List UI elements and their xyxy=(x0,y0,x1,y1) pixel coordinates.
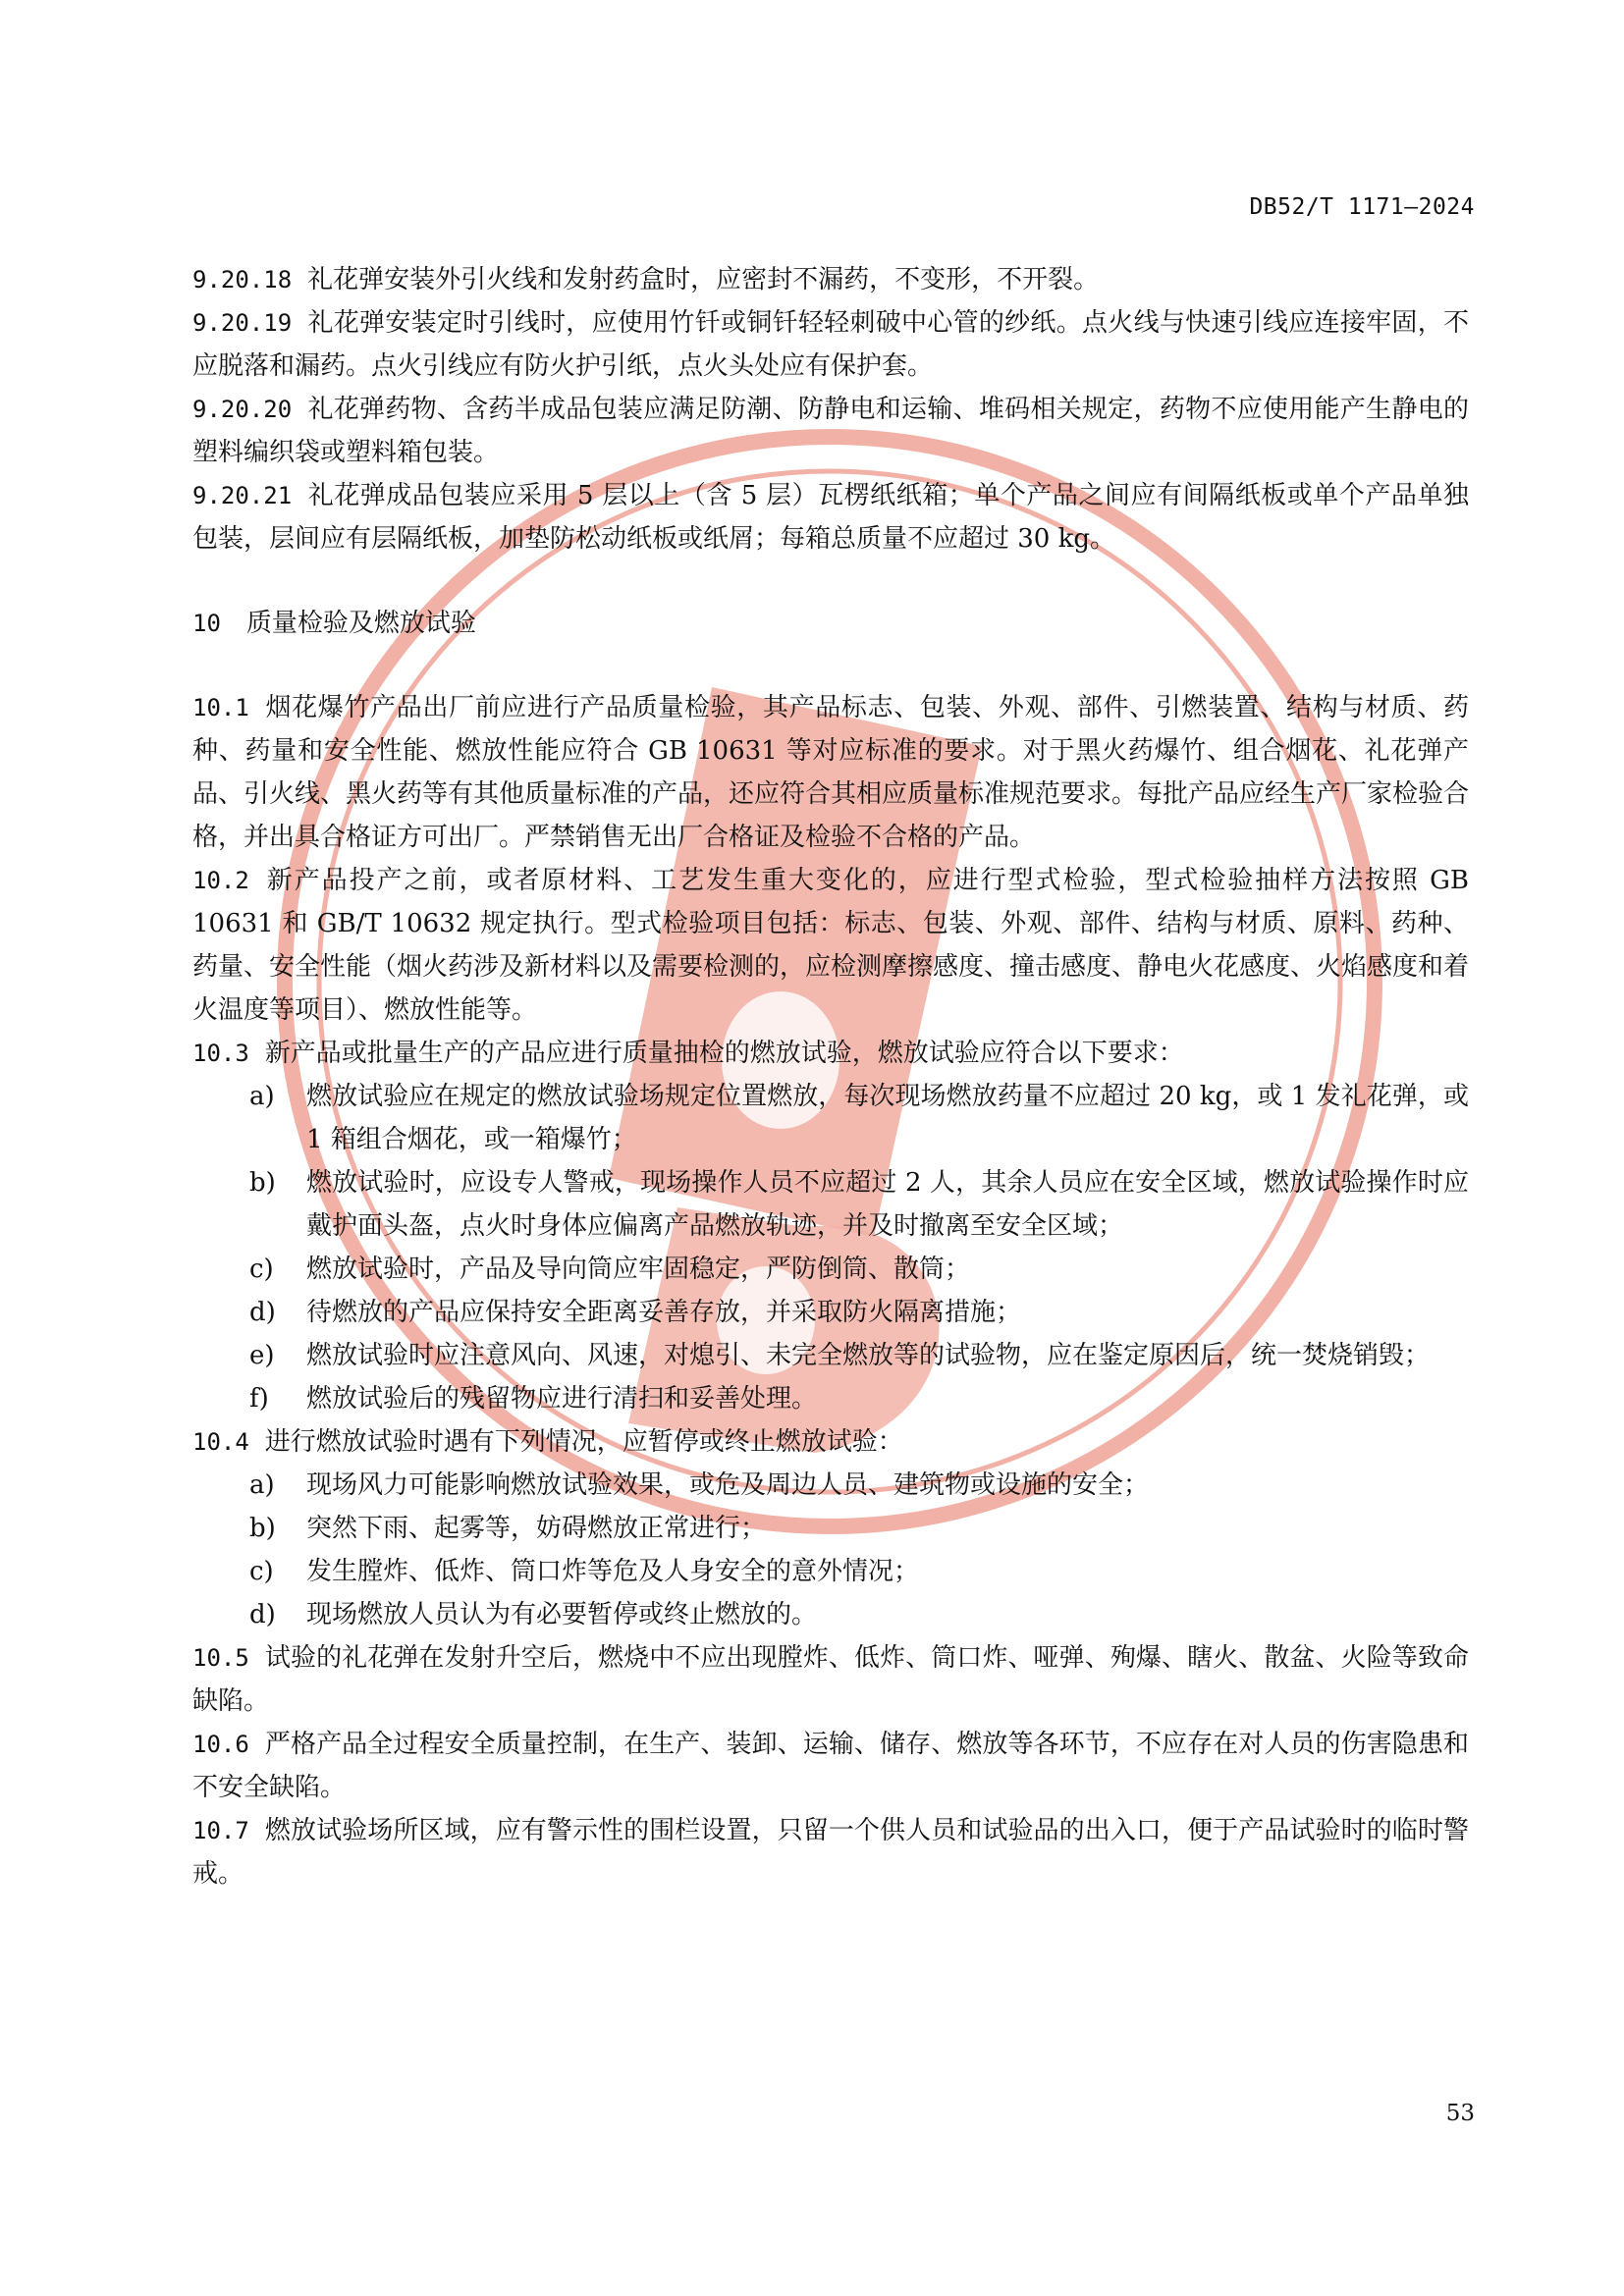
list-item xyxy=(249,1550,1469,1593)
clause-9-20-21 xyxy=(192,474,1469,561)
list-text: 燃放试验时，应设专人警戒，现场操作人员不应超过 2 人，其余人员应在安全区域，燃放试验操作时应戴护面头盔，点火时身体应偏离产品燃放轨迹，并及时撤离至安全区域； xyxy=(306,1168,1469,1241)
list-label: f) xyxy=(249,1384,269,1414)
list-text: 发生膛炸、低炸、筒口炸等危及人身安全的意外情况； xyxy=(306,1557,920,1586)
list-text: 燃放试验时应注意风向、风速，对熄引、未完全燃放等的试验物，应在鉴定原因后，统一焚烧销毁； xyxy=(306,1341,1431,1370)
page-number: 53 xyxy=(1445,2101,1475,2126)
clause-text: 新产品或批量生产的产品应进行质量抽检的燃放试验，燃放试验应符合以下要求： xyxy=(264,1039,1184,1068)
list-text: 燃放试验后的残留物应进行清扫和妥善处理。 xyxy=(306,1384,818,1414)
list-label: a) xyxy=(249,1082,275,1111)
clause-number: 10.7 xyxy=(192,1817,249,1844)
list-item xyxy=(249,1161,1469,1248)
clause-text: 烟花爆竹产品出厂前应进行产品质量检验，其产品标志、包装、外观、部件、引燃装置、结构与材质、药种、药量和安全性能、燃放性能应符合 GB 10631 等对应标准的要求。对于黑火药爆竹、组合烟花、礼花弹产品、引火线、黑火药等有其他质量标准的产品，还应符合其相应质量标准规范要求。每批产品应经生产厂家检验合格，并出具合格证方可出厂。严禁销售无出厂合格证及检验不合格的产品。 xyxy=(192,693,1470,852)
clause-text: 新产品投产之前，或者原材料、工艺发生重大变化的，应进行型式检验，型式检验抽样方法按照 GB 10631 和 GB/T 10632 规定执行。型式检验项目包括：标志、包装、外观、部件、结构与材质、原料、药种、药量、安全性能（烟火药涉及新材料以及需要检测的，应检测摩擦感度、撞击感度、静电火花感度、火焰感度和着火温度等项目）、燃放性能等。 xyxy=(192,866,1470,1025)
list-item xyxy=(249,1248,1469,1291)
list-item xyxy=(249,1334,1469,1377)
clause-10-7 xyxy=(192,1809,1469,1896)
list-label: a) xyxy=(249,1470,275,1500)
list-label: e) xyxy=(249,1341,275,1370)
clause-10-3 xyxy=(192,1032,1469,1075)
list-text: 突然下雨、起雾等，妨碍燃放正常进行； xyxy=(306,1514,767,1543)
clause-text: 礼花弹成品包装应采用 5 层以上（含 5 层）瓦楞纸纸箱；单个产品之间应有间隔纸板或单个产品单独包装，层间应有层隔纸板，加垫防松动纸板或纸屑；每箱总质量不应超过 30 kg。 xyxy=(192,481,1469,554)
list-label: d) xyxy=(249,1298,276,1327)
clause-9-20-19 xyxy=(192,301,1469,388)
list-text: 现场风力可能影响燃放试验效果，或危及周边人员、建筑物或设施的安全； xyxy=(306,1470,1150,1500)
list-text: 燃放试验应在规定的燃放试验场规定位置燃放，每次现场燃放药量不应超过 20 kg，或 1 发礼花弹，或 1 箱组合烟花，或一箱爆竹； xyxy=(306,1082,1469,1154)
section-number: 10 xyxy=(192,610,221,637)
clause-number: 10.2 xyxy=(192,867,249,894)
clause-10-6 xyxy=(192,1723,1469,1809)
list-label: b) xyxy=(249,1168,276,1198)
list-item xyxy=(249,1075,1469,1161)
list-item xyxy=(249,1291,1469,1334)
clause-number: 9.20.21 xyxy=(192,482,293,509)
clause-10-2 xyxy=(192,859,1469,1032)
clause-number: 10.1 xyxy=(192,694,249,721)
standard-code: DB52/T 1171—2024 xyxy=(1249,194,1475,220)
list-label: c) xyxy=(249,1557,274,1586)
list-label: d) xyxy=(249,1600,276,1629)
clause-number: 10.4 xyxy=(192,1428,249,1456)
clause-number: 9.20.18 xyxy=(192,266,293,294)
list-item xyxy=(249,1464,1469,1507)
clause-text: 礼花弹药物、含药半成品包装应满足防潮、防静电和运输、堆码相关规定，药物不应使用能产生静电的塑料编织袋或塑料箱包装。 xyxy=(192,395,1469,467)
clause-10-4 xyxy=(192,1420,1469,1464)
clause-text: 礼花弹安装外引火线和发射药盒时，应密封不漏药，不变形，不开裂。 xyxy=(307,265,1100,294)
list-item xyxy=(249,1593,1469,1636)
clause-number: 9.20.19 xyxy=(192,309,293,337)
clause-9-20-18 xyxy=(192,258,1469,301)
clause-number: 10.3 xyxy=(192,1040,249,1067)
main-content xyxy=(192,258,1469,1896)
list-label: c) xyxy=(249,1255,274,1284)
clause-text: 燃放试验场所区域，应有警示性的围栏设置，只留一个供人员和试验品的出入口，便于产品试验时的临时警戒。 xyxy=(192,1816,1469,1889)
section-title: 质量检验及燃放试验 xyxy=(245,609,476,638)
list-label: b) xyxy=(249,1514,276,1543)
list-item xyxy=(249,1507,1469,1550)
clause-text: 试验的礼花弹在发射升空后，燃烧中不应出现膛炸、低炸、筒口炸、哑弹、殉爆、瞎火、散盆、火险等致命缺陷。 xyxy=(192,1643,1469,1716)
clause-text: 严格产品全过程安全质量控制，在生产、装卸、运输、储存、燃放等各环节，不应存在对人员的伤害隐患和不安全缺陷。 xyxy=(192,1730,1469,1802)
section-heading xyxy=(192,602,1469,645)
clause-number: 10.6 xyxy=(192,1731,249,1758)
clause-10-1 xyxy=(192,686,1469,859)
list-text: 现场燃放人员认为有必要暂停或终止燃放的。 xyxy=(306,1600,818,1629)
clause-10-5 xyxy=(192,1636,1469,1723)
clause-number: 9.20.20 xyxy=(192,396,293,423)
list-text: 燃放试验时，产品及导向筒应牢固稳定，严防倒筒、散筒； xyxy=(306,1255,971,1284)
clause-text: 礼花弹安装定时引线时，应使用竹钎或铜钎轻轻刺破中心管的纱纸。点火线与快速引线应连接牢固，不应脱落和漏药。点火引线应有防火护引纸，点火头处应有保护套。 xyxy=(192,308,1469,381)
clause-number: 10.5 xyxy=(192,1644,249,1672)
list-item xyxy=(249,1377,1469,1420)
clause-9-20-20 xyxy=(192,388,1469,474)
clause-text: 进行燃放试验时遇有下列情况，应暂停或终止燃放试验： xyxy=(264,1427,903,1457)
list-text: 待燃放的产品应保持安全距离妥善存放，并采取防火隔离措施； xyxy=(306,1298,1022,1327)
